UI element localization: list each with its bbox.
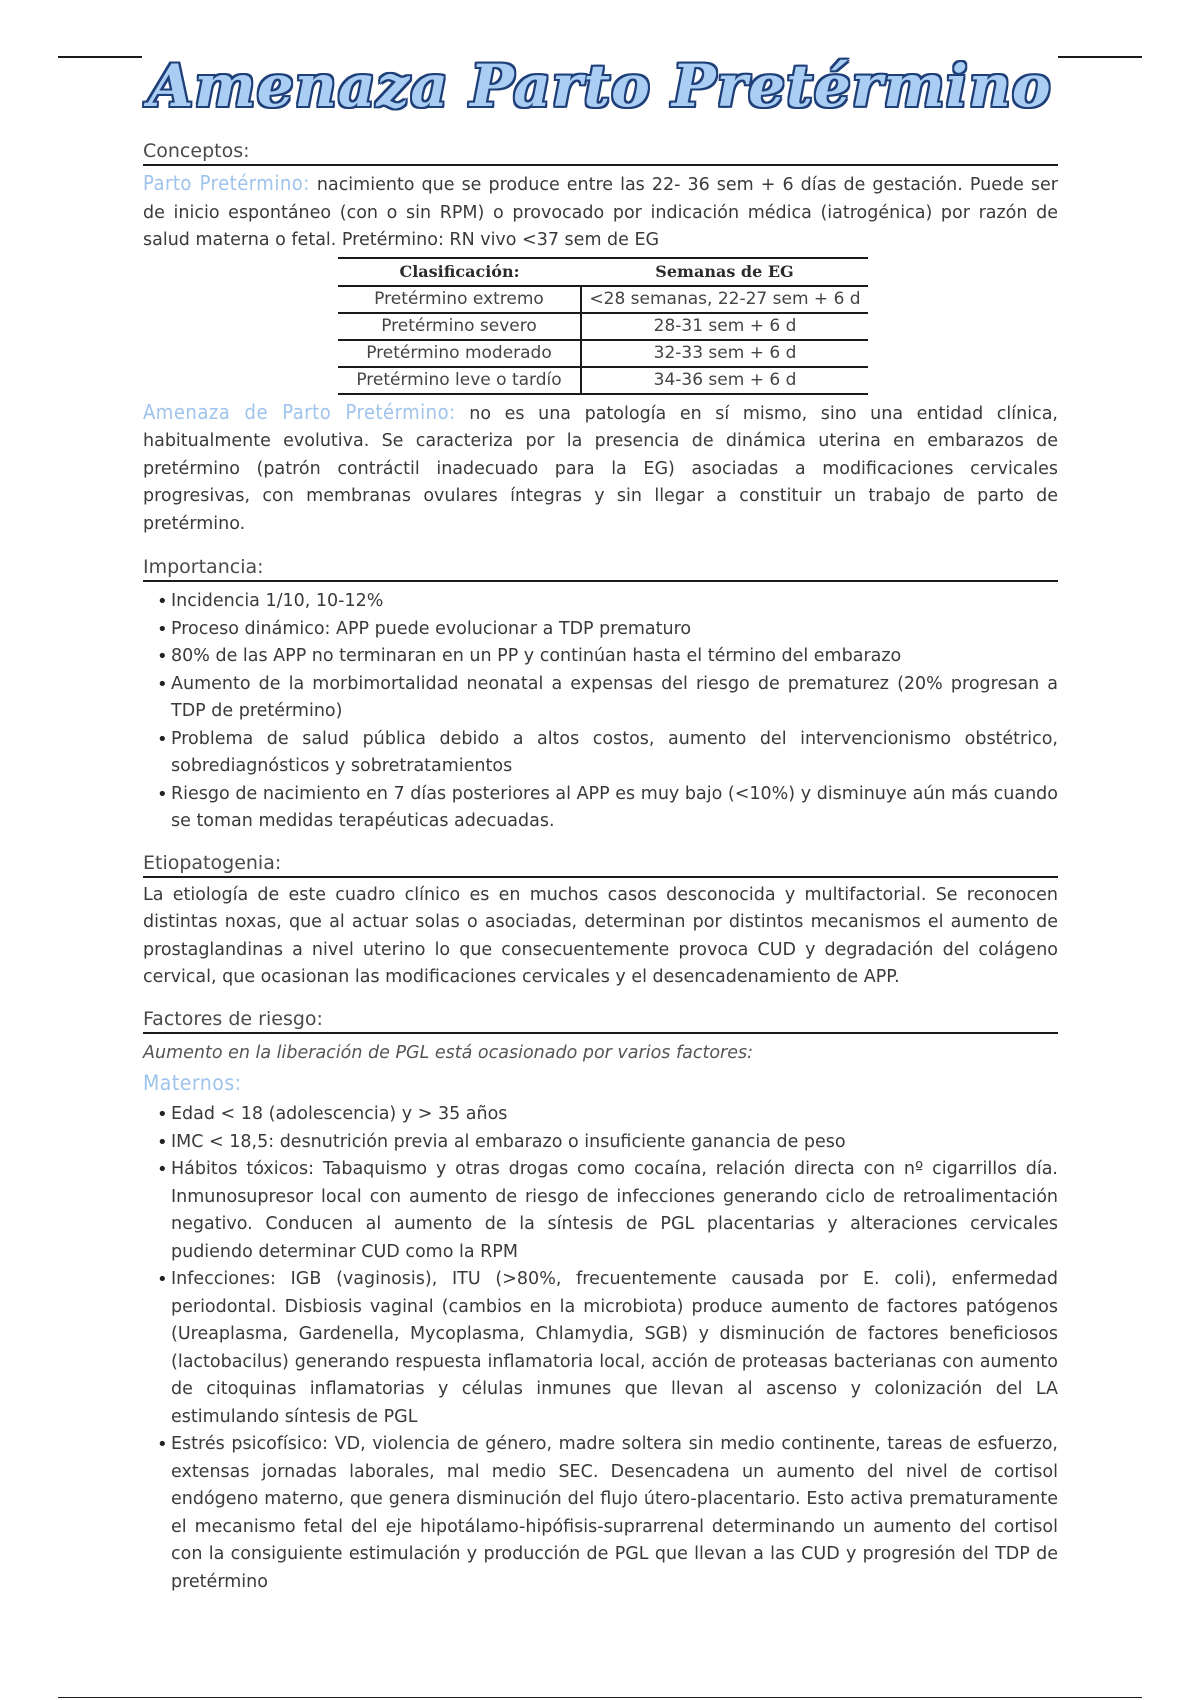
list-item: • Infecciones: IGB (vaginosis), ITU (>80%, frecuentemente causada por E. coli), enfermedad periodontal. Disbiosis vaginal (cambios en la microbiota) produce aumento de factores patógenos (Ureaplasma, Gardenella, Mycoplasma, Chlamydia, SGB) y disminución de factores beneficiosos (lactobacilus) generando respuesta inflamatoria local, acción de proteasas bacterianas con aumento de citoquinas inflamatorias y células inmunes que llevan al ascenso y colonización del LA estimulando síntesis de PGL (171, 1266, 1058, 1431)
parto-pretermino-text: nacimiento que se produce entre las 22- 36 sem + 6 días de gestación. Puede ser de inicio espontáneo (con o sin RPM) o provocado por indicación médica (iatrogénica) por razón de salud materna o fetal. Pretérmino: RN vivo <37 sem de EG (143, 175, 1058, 250)
table-cell: Pretérmino extremo (338, 286, 581, 313)
parto-pretermino-paragraph (143, 170, 1058, 255)
table-header-clasificacion: Clasificación: (338, 258, 581, 286)
classification-table (338, 257, 868, 395)
amenaza-paragraph (143, 399, 1058, 539)
section-heading-factores: Factores de riesgo: (143, 1008, 1058, 1034)
bottom-rule (58, 1697, 1142, 1698)
table-cell: Pretérmino moderado (338, 340, 581, 367)
parto-pretermino-keyword: Parto Pretérmino: (143, 171, 310, 195)
list-item: • Riesgo de nacimiento en 7 días posteriores al APP es muy bajo (<10%) y disminuye aún más cuando se toman medidas terapéuticas adecuadas. (171, 781, 1058, 836)
list-item: • Hábitos tóxicos: Tabaquismo y otras drogas como cocaína, relación directa con nº cigarrillos día. Inmunosupresor local con aumento de riesgo de infecciones generando ciclo de retroalimentación negativo. Conducen al aumento de la síntesis de PGL placentarias y alteraciones cervicales pudiendo determinar CUD como la RPM (171, 1156, 1058, 1266)
table-row (338, 340, 868, 367)
page-title: Amenaza Parto Pretérmino (148, 52, 1052, 120)
list-item: • Estrés psicofísico: VD, violencia de género, madre soltera sin medio continente, tareas de esfuerzo, extensas jornadas laborales, mal medio SEC. Desencadena un aumento del nivel de cortisol endógeno materno, que genera disminución del flujo útero-placentario. Esto activa prematuramente el mecanismo fetal del eje hipotálamo-hipófisis-suprarrenal determinando un aumento del cortisol con la consiguiente estimulación y producción de PGL que llevan a las CUD y progresión del TDP de pretérmino (171, 1431, 1058, 1596)
list-item: • Incidencia 1/10, 10-12% (171, 588, 1058, 616)
list-item: • Proceso dinámico: APP puede evolucionar a TDP prematuro (171, 616, 1058, 644)
table-cell: Pretérmino severo (338, 313, 581, 340)
table-cell: Pretérmino leve o tardío (338, 367, 581, 394)
list-item: • 80% de las APP no terminaran en un PP y continúan hasta el término del embarazo (171, 643, 1058, 671)
importancia-list (143, 588, 1058, 836)
list-item: • IMC < 18,5: desnutrición previa al embarazo o insuficiente ganancia de peso (171, 1129, 1058, 1157)
maternos-list (143, 1101, 1058, 1596)
document-body (143, 140, 1058, 1596)
amenaza-keyword: Amenaza de Parto Pretérmino: (143, 399, 456, 424)
table-cell: <28 semanas, 22-27 sem + 6 d (581, 286, 868, 313)
amenaza-text: no es una patología en sí mismo, sino una entidad clínica, habitualmente evolutiva. Se caracteriza por la presencia de dinámica uterina en embarazos de pretérmino (patrón contráctil inadecuado para la EG) asociadas a modificaciones cervicales progresivas, con membranas ovulares íntegras y sin llegar a constituir un trabajo de parto de pretérmino. (143, 403, 1058, 534)
table-row (338, 286, 868, 313)
table-row (338, 313, 868, 340)
table-header-semanas: Semanas de EG (581, 258, 868, 286)
etiopatogenia-text: La etiología de este cuadro clínico es en muchos casos desconocida y multifactorial. Se reconocen distintas noxas, que al actuar solas o asociadas, determinan por distintos mecanismos el aumento de prostaglandinas a nivel uterino lo que consecuentemente provoca CUD y degradación del colágeno cervical, que ocasionan las modificaciones cervicales y el desencadenamiento de APP. (143, 884, 1058, 987)
table-cell: 32-33 sem + 6 d (581, 340, 868, 367)
list-item: • Problema de salud pública debido a altos costos, aumento del intervencionismo obstétrico, sobrediagnósticos y sobretratamientos (171, 726, 1058, 781)
list-item: • Aumento de la morbimortalidad neonatal a expensas del riesgo de prematurez (20% progresan a TDP de pretérmino) (171, 671, 1058, 726)
table-cell: 28-31 sem + 6 d (581, 313, 868, 340)
maternos-subheading: Maternos: (143, 1071, 242, 1095)
table-cell: 34-36 sem + 6 d (581, 367, 868, 394)
factores-intro: Aumento en la liberación de PGL está ocasionado por varios factores: (143, 1042, 754, 1063)
section-heading-conceptos: Conceptos: (143, 140, 1058, 166)
section-heading-importancia: Importancia: (143, 556, 1058, 582)
table-row (338, 367, 868, 394)
section-heading-etiopatogenia: Etiopatogenia: (143, 852, 1058, 878)
list-item: • Edad < 18 (adolescencia) y > 35 años (171, 1101, 1058, 1129)
